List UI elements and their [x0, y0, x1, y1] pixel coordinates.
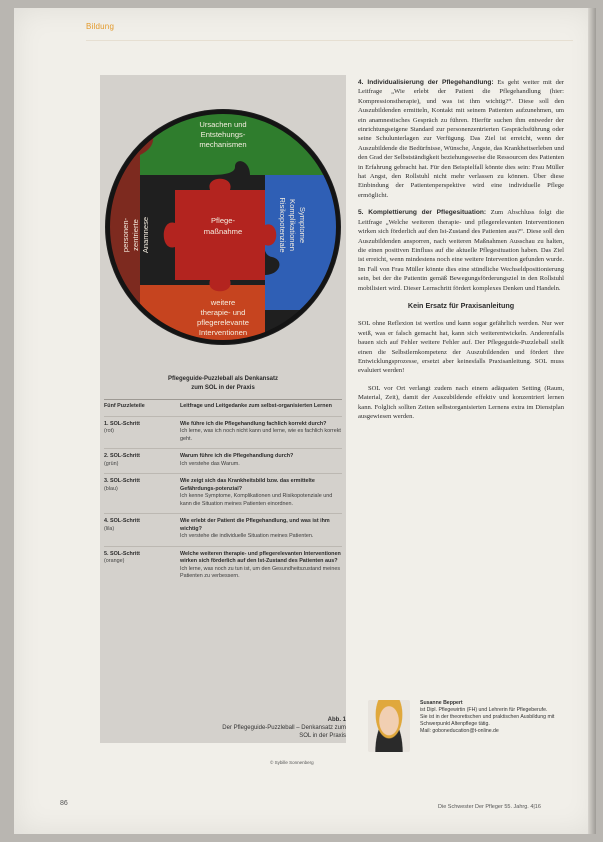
- sol-color: (orange): [104, 558, 125, 564]
- sol-step: 4. SOL-Schritt: [104, 518, 140, 524]
- sol-header-col2: Leitfrage und Leitgedanke zum selbst-organisierten Lernen: [180, 403, 332, 409]
- paragraph-4: [358, 78, 564, 200]
- paragraph-4-lead: 4. Individualisierung der Pflegehandlung:: [358, 79, 494, 86]
- paragraph-5-text: Zum Abschluss folgt die Leitfrage „Welche weiteren therapie- und pflegerelevanten Interventionen wirken sich förderlich auf den Ist-Zustand des Patienten aus?“. Diese soll den Auszubildenden ansporren, nach weiteren Maßnahmen Ausschau zu halten, die einen positiven Einfluss auf die aktuelle Pflegesituation haben. Das Ziel ist erreicht, wenn mindestens noch eine weitere Intervention gefunden wurde. Im Fall von Frau Müller könnte dies eine stündliche Wechseldpositionierung sein, bei der die Patientin gemäß Bewegungsförderungsziel in den Rollstuhl mobilisiert wird. Dieser Lernschritt fördert komplexes Denken und Handeln.: [358, 209, 564, 292]
- figure-box-title: [100, 375, 346, 393]
- sol-answer: Ich kenne Symptome, Komplikationen und Risikopotenziale und kann die Situation meines Patienten einordnen.: [180, 493, 333, 507]
- sol-answer: Ich verstehe die individuelle Situation meines Patienten.: [180, 533, 314, 539]
- paragraph-6: SOL ohne Reflexion ist wertlos und kann sogar gefährlich werden. Nur wer weiß, was er falsch gemacht hat, kann sich weiterentwickeln. Anderenfalls bauen sich auf Fehler weitere Fehler auf. Der Pflegeguide-Puzzleball stellt einen die Selbstlernkompetenz der Auszubildenden und fördert ihre Entwicklungsprozesse, ersetzt aber keinesfalls Praxisanleitung. SOL muss evaluiert werden!: [358, 320, 564, 375]
- paragraph-7: SOL vor Ort verlangt zudem nach einem adäquaten Setting (Raum, Material, Zeit), damit der Auszubildende effektiv und konzentriert lernen kann. Folglich sollten Zeiten selbstorganisierten Lernens extra im Dienstplan ausgewiesen werden.: [358, 384, 564, 420]
- figure-box-title-line2: zum SOL in der Praxis: [191, 385, 255, 391]
- paragraph-5: [358, 208, 564, 293]
- sol-table: [104, 399, 342, 586]
- author-bio: [420, 700, 570, 735]
- figure-credit: © Sybille Sonnenberg: [270, 760, 314, 765]
- author-bio-line2: Sie ist in der theoretischen und praktischen Ausbildung mit Schwerpunkt Altenpflege tätig.: [420, 714, 555, 727]
- article-column: [358, 78, 564, 429]
- section-label: Bildung: [86, 22, 115, 31]
- sol-step: 1. SOL-Schritt: [104, 420, 140, 427]
- sol-color: (lila): [104, 525, 115, 532]
- puzzle-label-right-1: Symptome: [298, 206, 307, 244]
- table-row: [104, 448, 342, 473]
- table-row: [104, 473, 342, 513]
- author-photo: [368, 700, 410, 752]
- sol-question: Welche weiteren therapie- und pflegerelevanten Interventionen wirken sich förderlich auf den Ist-Zustand des Patienten aus?: [180, 550, 341, 564]
- puzzle-label-top-1: Ursachen und: [199, 120, 247, 129]
- sol-table-header: [104, 399, 342, 416]
- figure-caption-line1: Der Pflegeguide-Puzzleball – Denkansatz zum: [222, 725, 346, 731]
- sol-answer: Ich lerne, was ich noch nicht kann und lerne, wie es fachlich korrekt geht.: [180, 428, 341, 442]
- figure-caption: [100, 716, 346, 740]
- puzzle-label-left-3: Anamnese: [141, 216, 150, 254]
- puzzle-label-center-2: maßnahme: [203, 227, 243, 236]
- sol-answer: Ich lerne, was noch zu tun ist, um den Gesundheitszustand meines Patienten zu verbessern.: [180, 565, 341, 579]
- sol-header-col1: Fünf Puzzleteile: [104, 403, 145, 409]
- sol-color: (grün): [104, 460, 119, 467]
- sol-color: (blau): [104, 485, 118, 492]
- puzzle-label-center-1: Pflege-: [210, 216, 236, 225]
- puzzle-label-bottom-1: weitere: [210, 298, 236, 307]
- figure-caption-line2: SOL in der Praxis: [299, 733, 346, 739]
- puzzle-label-bottom-4: Interventionen: [198, 328, 248, 337]
- puzzle-label-top-2: Entstehungs-: [200, 130, 246, 139]
- table-row: [104, 546, 342, 586]
- sol-step: 3. SOL-Schritt: [104, 478, 140, 484]
- page-number: 86: [60, 800, 68, 807]
- paragraph-5-lead: 5. Komplettierung der Pflegesituation:: [358, 209, 487, 217]
- puzzle-label-bottom-2: therapie- und: [200, 308, 246, 317]
- puzzle-label-left-2: zentrierte: [131, 219, 140, 251]
- author-bio-line1: ist Dipl. Pflegewirtin (FH) und Lehrerin für Pflegeberufe.: [420, 707, 548, 713]
- sol-step: 5. SOL-Schritt: [104, 550, 140, 557]
- author-email: Mail: goboneducation@t-online.de: [420, 728, 499, 734]
- author-name: Susanne Beppert: [420, 700, 463, 706]
- section-heading: Kein Ersatz für Praxisanleitung: [407, 300, 515, 310]
- sol-answer: Ich verstehe das Warum.: [180, 460, 240, 467]
- figure-panel: [100, 75, 346, 743]
- puzzle-ball-illustration: [100, 75, 346, 370]
- paragraph-4-text: Es geht weiter mit der Leitfrage „Wie erlebt der Patient die Pflegehandlung (hier: Kompressionstherapie), und was ist ihm wichtig?“. Diese soll den Auszubildenden ermitteln, Kontakt mit seinem Patienten aufzunehmen, um ein anamnestisches Gespräch zu führen. Hierfür suchen ihm entweder der einrichtungseigene Standard zur personenzentrierten Gesprächsführung oder seine Schulunterlagen zur Verfügung. Das Ziel ist erreicht, wenn der Auszubildende die Bedürfnisse, Wünsche, Ängste, das Krankheitserleben und den Grad der Selbstständigkeit beziehungsweise die Ressourcen des Patienten in Erfahrung gebracht hat. Für den Beispielfall könnte dies sein: Frau Müller hat Angst, den Rollstuhl nicht mehr verlassen zu können. Über diese Einbindung der Patientenperspektive wird eine individuelle Pflege ermöglicht.: [358, 79, 564, 199]
- figure-box-title-line1: Pflegeguide-Puzzleball als Denkansatz: [167, 376, 279, 382]
- sol-question: Wie zeigt sich das Krankheitsbild bzw. das ermittelte Gefährdungs-potenzial?: [180, 478, 315, 492]
- sol-question: Wie führe ich die Pflegehandlung fachlich korrekt durch?: [180, 420, 327, 427]
- sol-color: (rot): [104, 428, 114, 434]
- puzzle-label-right-2: Komplikationen: [288, 199, 297, 251]
- table-row: [104, 416, 342, 449]
- puzzle-label-right-3: Risikopotenziale: [278, 197, 287, 253]
- figure-number: Abb. 1: [327, 717, 346, 723]
- header-rule: [86, 40, 573, 41]
- puzzle-label-bottom-3: pflegerelevante: [197, 318, 249, 327]
- table-row: [104, 513, 342, 546]
- page-edge-strip: [588, 8, 596, 834]
- journal-footer: Die Schwester Der Pfleger 55. Jahrg. 4|16: [438, 804, 541, 810]
- puzzle-label-left-1: personen-: [121, 217, 130, 253]
- sol-question: Warum führe ich die Pflegehandlung durch?: [180, 453, 294, 459]
- author-box: [368, 700, 568, 758]
- sol-step: 2. SOL-Schritt: [104, 453, 140, 459]
- sol-question: Wie erlebt der Patient die Pflegehandlung, und was ist ihm wichtig?: [180, 518, 330, 532]
- puzzle-label-top-3: mechanismen: [199, 140, 247, 149]
